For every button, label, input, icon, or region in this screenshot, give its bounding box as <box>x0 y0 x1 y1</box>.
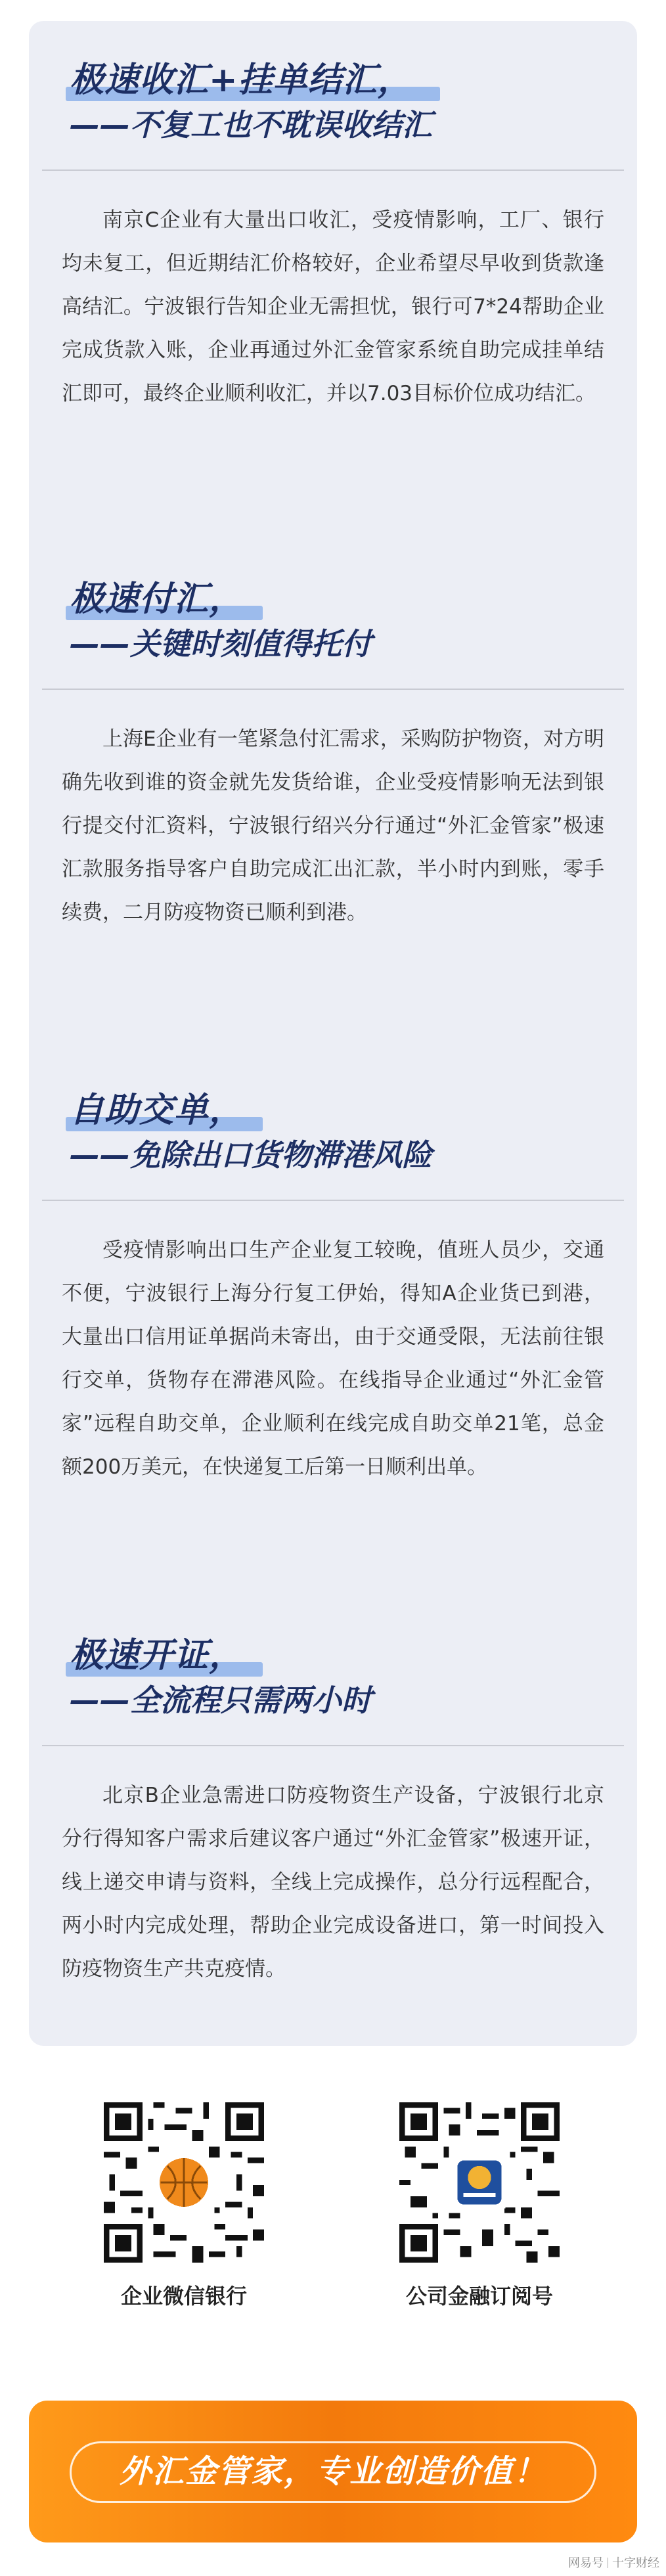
section-heading <box>29 54 637 152</box>
section-subtitle: ——不复工也不耽误收结汇 <box>70 107 432 143</box>
slogan-banner <box>29 2401 637 2542</box>
section-body: 南京C企业有大量出口收汇，受疫情影响，工厂、银行均未复工，但近期结汇价格较好，企业希望尽早收到货款逢高结汇。宁波银行告知企业无需担忧，银行可7*24帮助企业完成货款入账，企业再通过外汇金管家系统自助完成挂单结汇即可，最终企业顺利收汇，并以7.03目标价位成功结汇。 <box>62 208 604 405</box>
qr-code[interactable] <box>104 2102 264 2263</box>
slogan-text: 外汇金管家，专业创造价值！ <box>70 2441 596 2503</box>
section-divider <box>42 689 624 690</box>
section-4 <box>29 1596 637 1981</box>
section-body: 上海E企业有一笔紧急付汇需求，采购防护物资，对方明确先收到谁的资金就先发货给谁，企业受疫情影响无法到银行提交付汇资料，宁波银行绍兴分行通过“外汇金管家”极速汇款服务指导客户自助完成汇出汇款，半小时内到账，零手续费，二月防疫物资已顺利到港。 <box>62 727 604 924</box>
section-1 <box>29 21 637 405</box>
section-heading <box>29 1629 637 1728</box>
section-title: 自助交单， <box>70 1091 244 1130</box>
watermark-left: 网易号 <box>568 2556 604 2570</box>
section-heading <box>29 1084 637 1183</box>
section-subtitle: ——关键时刻值得托付 <box>70 626 372 662</box>
section-divider <box>42 169 624 171</box>
section-divider <box>42 1200 624 1201</box>
watermark <box>568 2554 659 2571</box>
section-subtitle: ——免除出口货物滞港风险 <box>70 1137 432 1173</box>
qr-code-image <box>104 2102 264 2263</box>
section-body: 受疫情影响出口生产企业复工较晚，值班人员少，交通不便，宁波银行上海分行复工伊始，得知A企业货已到港，大量出口信用证单据尚未寄出，由于交通受限，无法前往银行交单，货物存在滞港风险。在线指导企业通过“外汇金管家”远程自助交单，企业顺利在线完成自助交单21笔，总金额200万美元，在快递复工后第一日顺利出单。 <box>62 1238 604 1479</box>
qr-code-image <box>399 2102 560 2263</box>
watermark-right: 十字财经 <box>612 2556 659 2570</box>
section-body: 北京B企业急需进口防疫物资生产设备，宁波银行北京分行得知客户需求后建议客户通过“外汇金管家”极速开证，线上递交申请与资料，全线上完成操作，总分行远程配合，两小时内完成处理，帮助企业完成设备进口，第一时间投入防疫物资生产共克疫情。 <box>62 1784 604 1981</box>
qr-label: 企业微信银行 <box>120 2284 247 2309</box>
section-divider <box>42 1745 624 1746</box>
qr-block-subscription <box>394 2102 565 2310</box>
qr-label: 公司金融订阅号 <box>405 2284 553 2309</box>
section-heading <box>29 573 637 671</box>
qr-code[interactable] <box>399 2102 560 2263</box>
section-subtitle: ——全流程只需两小时 <box>70 1683 372 1718</box>
section-2 <box>29 540 637 924</box>
content-card <box>29 21 637 2046</box>
section-title: 极速收汇+挂单结汇， <box>70 60 412 100</box>
qr-block-wechat-bank <box>99 2102 269 2310</box>
section-title: 极速开证， <box>70 1636 244 1675</box>
section-3 <box>29 1051 637 1479</box>
section-title: 极速付汇， <box>70 579 244 619</box>
